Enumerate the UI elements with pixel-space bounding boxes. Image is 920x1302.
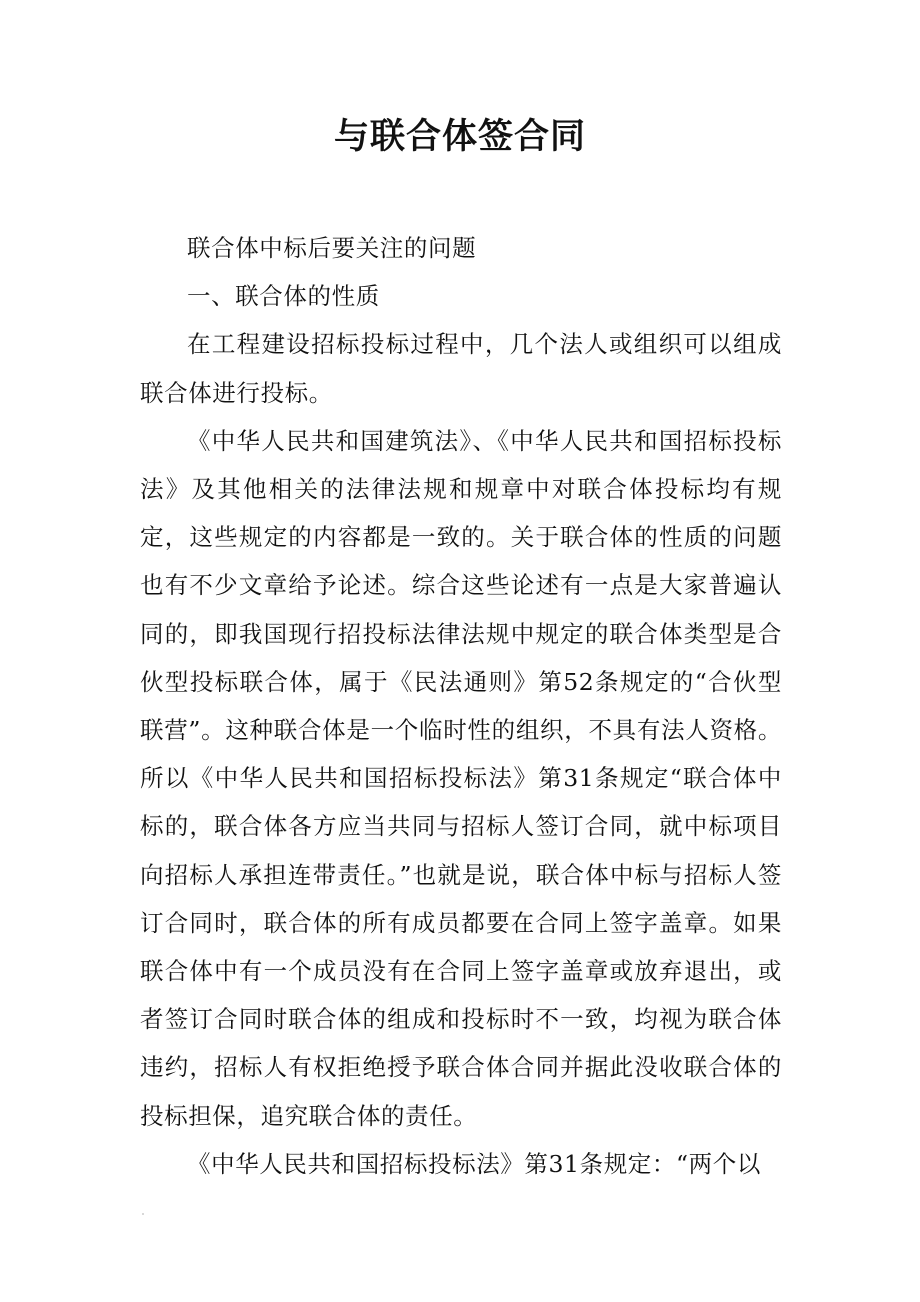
document-title: 与联合体签合同 bbox=[333, 116, 586, 157]
document-body bbox=[140, 224, 782, 1188]
section-heading: 一、联合体的性质 bbox=[187, 282, 380, 311]
paragraph-heading: 联合体中标后要关注的问题 bbox=[187, 234, 477, 262]
paragraph: 《中华人民共和国建筑法》、《中华人民共和国招标投标法》及其他相关的法律法规和规章中对联合体投标均有规定，这些规定的内容都是一致的。关于联合体的性质的问题也有不少文章给予论述。综合这些论述有一点是大家普遍认同的，即我国现行招投标法律法规中规定的联合体类型是合伙型投标联合体，属于《民法通则》第52条规定的“合伙型联营”。这种联合体是一个临时性的组织，不具有法人资格。所以《中华人民共和国招标投标法》第31条规定“联合体中标的，联合体各方应当共同与招标人签订合同，就中标项目向招标人承担连带责任。”也就是说，联合体中标与招标人签订合同时，联合体的所有成员都要在合同上签字盖章。如果联合体中有一个成员没有在合同上签字盖章或放弃退出，或者签订合同时联合体的组成和投标时不一致，均视为联合体违约，招标人有权拒绝授予联合体合同并据此没收联合体的投标担保，追究联合体的责任。 bbox=[140, 426, 782, 1130]
paragraph: 《中华人民共和国招标投标法》第31条规定：“两个以 bbox=[187, 1149, 761, 1178]
paragraph: 在工程建设招标投标过程中，几个法人或组织可以组成联合体进行投标。 bbox=[140, 330, 782, 407]
scan-speck bbox=[142, 1213, 144, 1215]
